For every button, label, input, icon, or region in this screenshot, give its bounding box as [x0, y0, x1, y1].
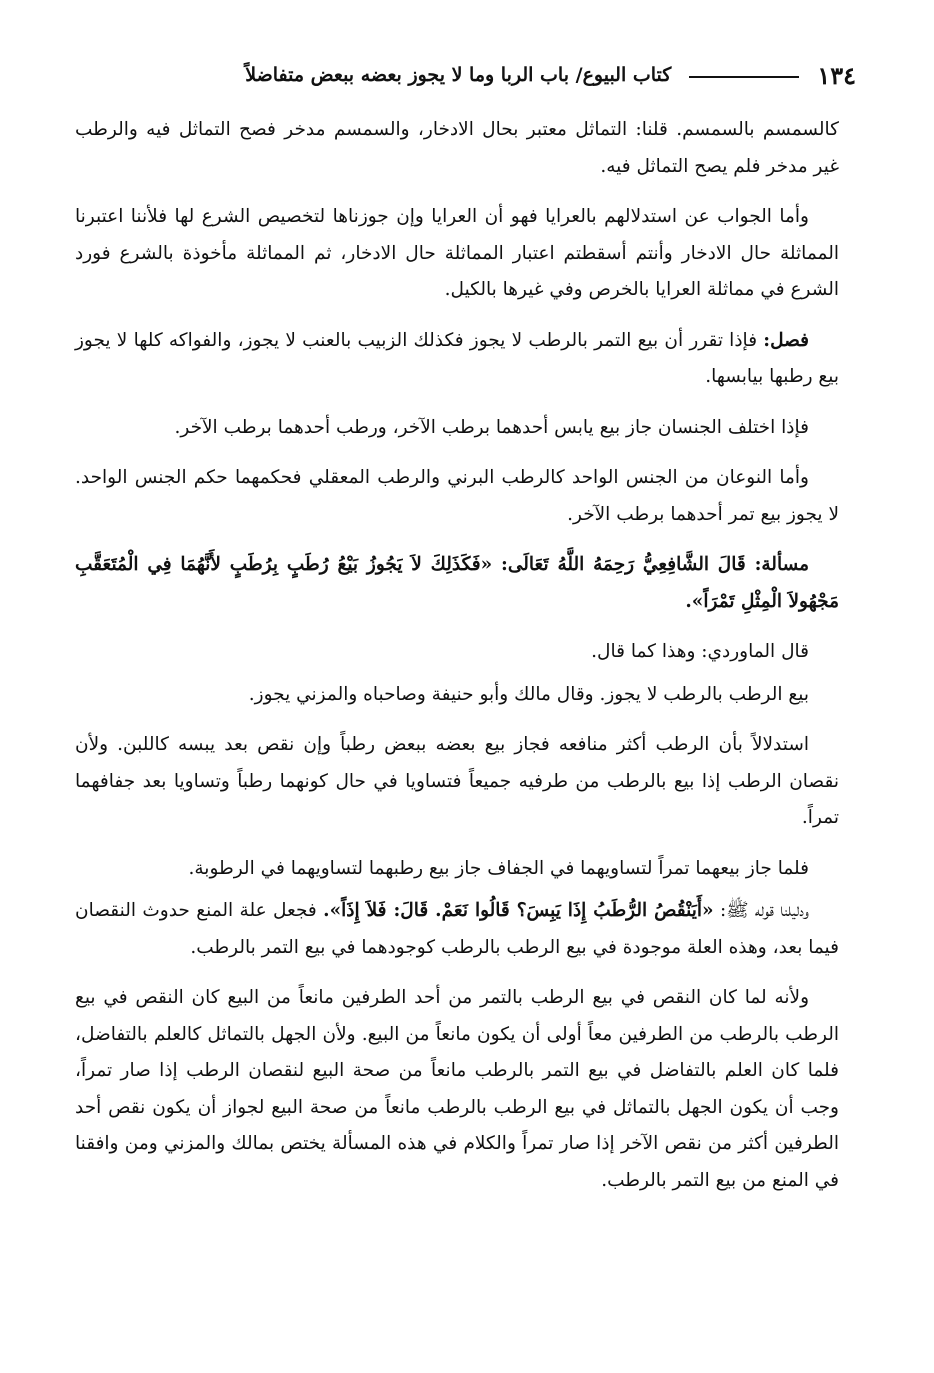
paragraph: وأما الجواب عن استدلالهم بالعرايا فهو أن العرايا وإن جوزناها لتخصيص الشرع لها فلأننا اعتبرنا المماثلة حال الادخار وأنتم أسقطتم اعتبار المماثلة حال الادخار، ثم المماثلة مأخوذة بالشرع فورد الشرع في مماثلة العرايا بالخرص وفي غيرها بالكيل. [75, 206, 839, 300]
paragraph: بيع الرطب بالرطب لا يجوز. وقال مالك وأبو حنيفة وصاحباه والمزني يجوز. [248, 683, 809, 705]
header-rule [689, 76, 799, 78]
hadith-quote: «أَيَنْقُصُ الرُّطَبُ إِذَا يَبِسَ؟ قَالُوا نَعَمْ. قَالَ: فَلاَ إِذَاً». [323, 900, 714, 921]
body-text [75, 112, 839, 1213]
paragraph: استدلالاً بأن الرطب أكثر منافعه فجاز بيع بعضه ببعض رطباً وإن نقص بعد يبسه كاللبن. ولأن نقصان الرطب إذا بيع بالرطب من طرفيه جميعاً فتساويا في حال كونهما رطباً وتساويا بعد جفافهما تمراً. [75, 734, 839, 828]
page-number: ١٣٤ [817, 60, 856, 90]
masala-quote: «فَكَذَلِكَ لاَ يَجُوزُ بَيْعُ رُطَبٍ بِرُطَبٍ لأَنَّهُمَا فِي الْمُتَعَقَّبِ مَجْهُولاَ الْمِثْلِ تَمْرَاً». [75, 554, 839, 612]
fasl-text: فإذا تقرر أن بيع التمر بالرطب لا يجوز فكذلك الزبيب بالعنب لا يجوز، والفواكه كلها لا يجوز بيع رطبها بيابسها. [75, 329, 839, 387]
paragraph: كالسمسم بالسمسم. قلنا: التماثل معتبر بحال الادخار، والسمسم مدخر فصح التماثل فيه والرطب غير مدخر فلم يصح التماثل فيه. [75, 119, 839, 177]
fasl-label: فصل: [763, 329, 809, 351]
paragraph: وأما النوعان من الجنس الواحد كالرطب البرني والرطب المعقلي فحكمهما حكم الجنس الواحد. لا يجوز بيع تمر أحدهما برطب الآخر. [75, 467, 839, 525]
evidence-paragraph [75, 893, 839, 966]
paragraph: فإذا اختلف الجنسان جاز بيع يابس أحدهما برطب الآخر، ورطب أحدهما برطب الآخر. [174, 416, 809, 438]
masala-speaker: قَالَ الشَّافِعِيُّ رَحِمَهُ اللَّهُ تَعَالَى: [492, 554, 755, 575]
evidence-rest: فجعل علة المنع حدوث النقصان فيما بعد، وهذه العلة موجودة في بيع الرطب بالرطب كوجودهما في بيع التمر بالرطب. [75, 900, 839, 958]
paragraph: قال الماوردي: وهذا كما قال. [591, 641, 809, 662]
chapter-title: كتاب البيوع/ باب الربا وما لا يجوز بعضه ببعض متفاضلاً [245, 64, 672, 86]
running-header [60, 58, 856, 92]
evidence-intro: ودليلنا قوله ﷺ: [713, 900, 809, 921]
masala-paragraph [75, 547, 839, 620]
paragraph: فلما جاز بيعهما تمراً لتساويهما في الجفاف جاز بيع رطبهما لتساويهما في الرطوبة. [188, 857, 809, 879]
paragraph: ولأنه لما كان النقص في بيع الرطب بالتمر من أحد الطرفين مانعاً من البيع كان النقص في بيع الرطب بالرطب من الطرفين معاً أولى أن يكون مانعاً من البيع. ولأن الجهل بالتماثل كالعلم بالتفاضل، فلما كان العلم بالتفاضل في بيع التمر بالرطب مانعاً من صحة البيع لنقصان الرطب إذا صار تمراً، وجب أن يكون الجهل بالتماثل في بيع الرطب بالرطب مانعاً من صحة البيع لجواز أن يكون نقص أحد الطرفين أكثر من نقص الآخر إذا صار تمراً والكلام في هذه المسألة يختص بمالك والمزني ومن وافقنا في المنع من بيع التمر بالرطب. [75, 987, 839, 1191]
fasl-paragraph [75, 323, 839, 396]
masala-label: مسألة: [754, 554, 809, 575]
